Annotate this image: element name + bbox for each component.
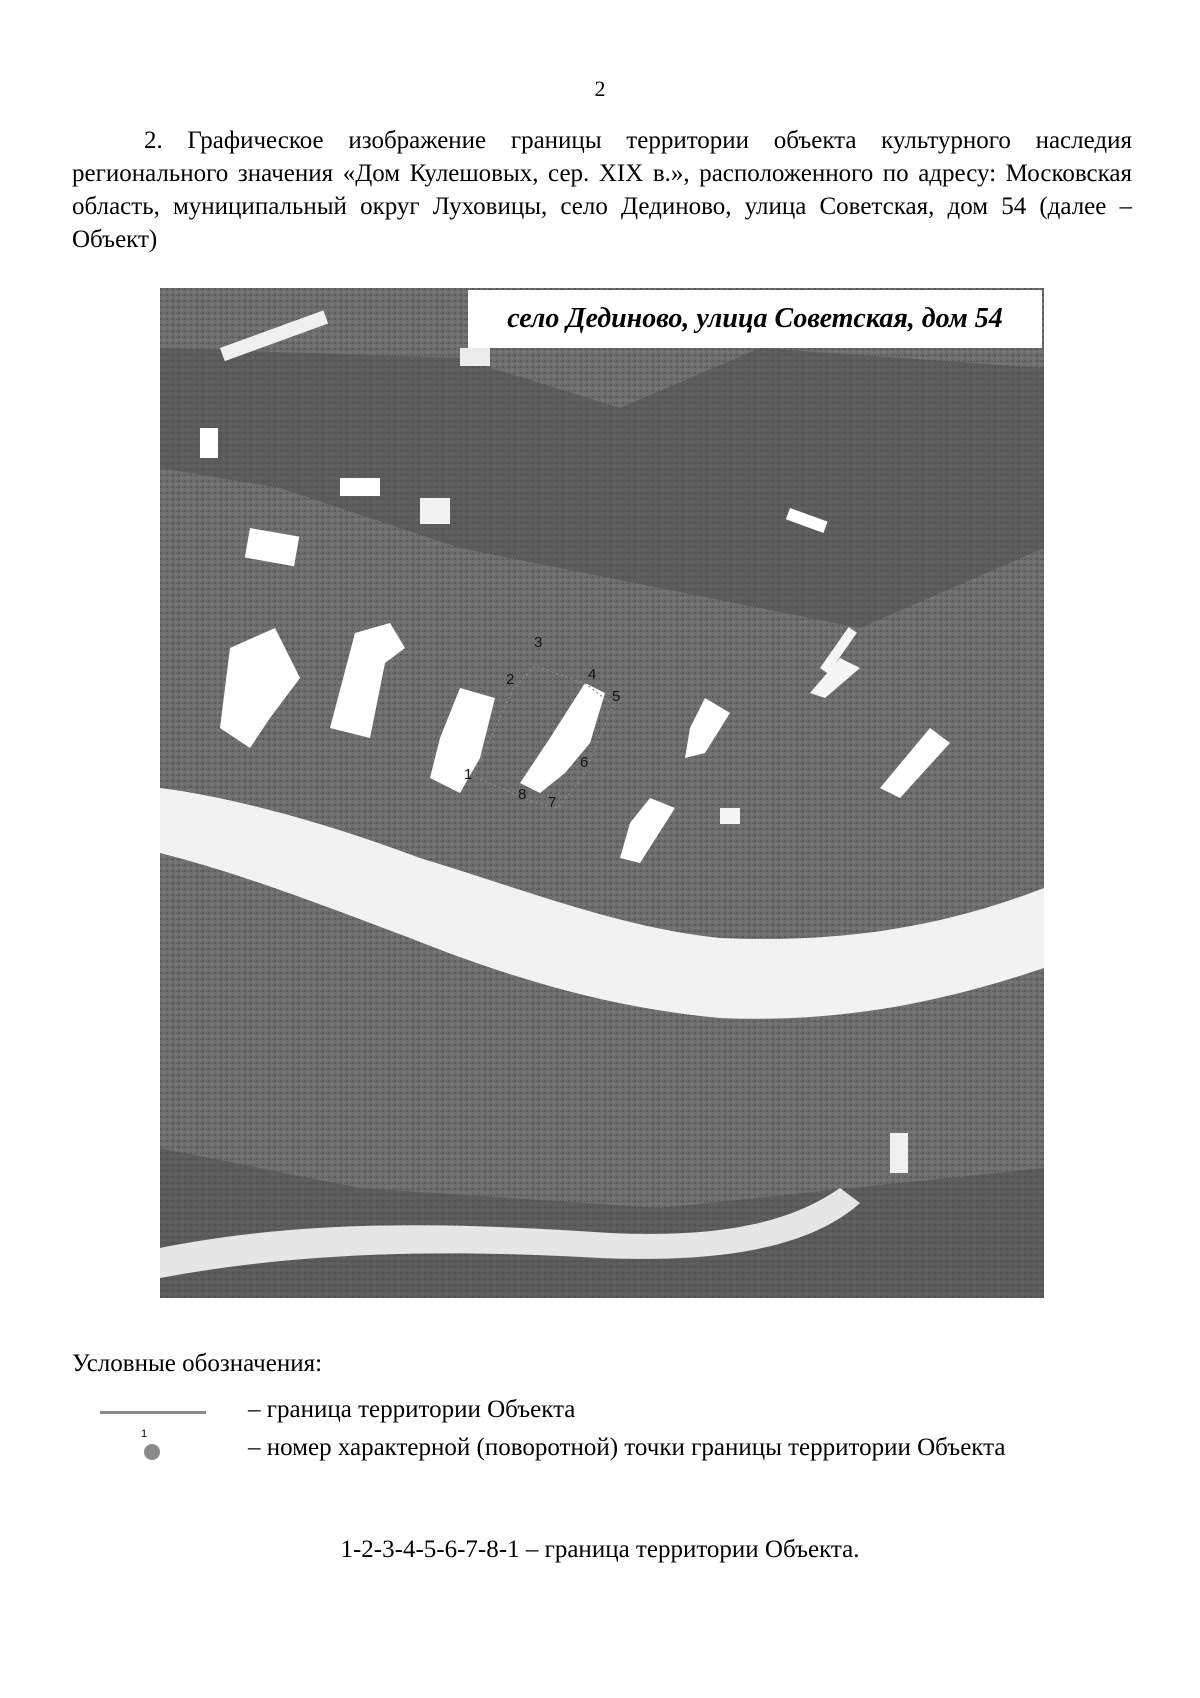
legend-item-label: – граница территории Объекта <box>248 1396 576 1423</box>
boundary-point-3: 3 <box>534 634 543 651</box>
boundary-point-2: 2 <box>506 671 515 688</box>
legend-title: Условные обозначения: <box>72 1350 323 1377</box>
boundary-line-symbol <box>100 1411 206 1414</box>
page-number: 2 <box>594 76 606 101</box>
boundary-point-4: 4 <box>588 666 597 683</box>
intro-paragraph: 2. Графическое изображение границы территории объекта культурного наследия регионального значения «Дом Кулешовых, сер. XIX в.», расположенного по адресу: Московская область, муниципальный округ Луховицы, село Дединово, улица Советская, дом 54 (далее – Объект) <box>72 127 1132 253</box>
point-symbol-icon <box>144 1444 160 1460</box>
boundary-point-7: 7 <box>548 794 557 811</box>
map-title: село Дединово, улица Советская, дом 54 <box>468 290 1042 348</box>
aerial-map-image <box>160 288 1044 1298</box>
legend-item-label: – номер характерной (поворотной) точки границы территории Объекта <box>248 1434 1006 1461</box>
point-symbol-number: 1 <box>141 1428 148 1440</box>
boundary-point-1: 1 <box>464 766 473 783</box>
aerial-map <box>160 288 1044 1298</box>
boundary-point-5: 5 <box>612 688 621 705</box>
boundary-point-6: 6 <box>580 754 589 771</box>
boundary-point-8: 8 <box>518 786 527 803</box>
legend-item-point <box>96 1428 1176 1466</box>
legend-item-boundary <box>96 1394 1176 1428</box>
boundary-summary: 1-2-3-4-5-6-7-8-1 – граница территории Объекта. <box>340 1536 860 1563</box>
